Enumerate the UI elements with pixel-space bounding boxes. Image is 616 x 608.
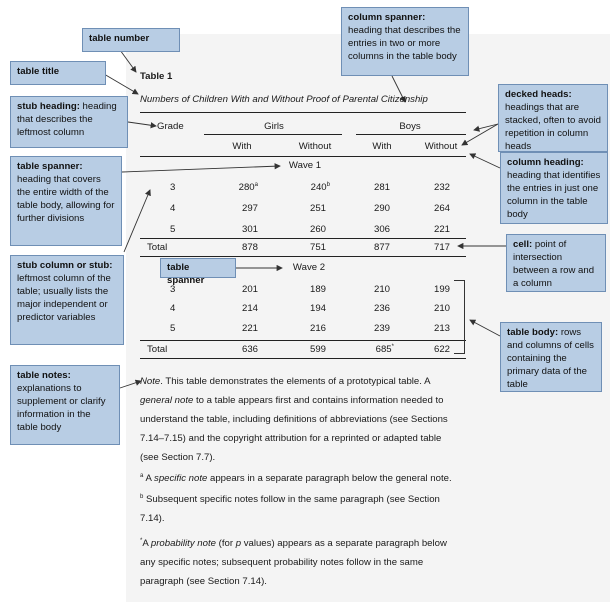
column-head-boys-with: With — [372, 141, 392, 152]
row-stub: 3 — [170, 284, 176, 295]
leader-table-body — [470, 320, 500, 336]
cell: 194 — [309, 303, 326, 314]
table-title: Numbers of Children With and Without Proof of Parental Citizenship — [140, 94, 428, 105]
callout-table-title: table title — [10, 61, 106, 85]
cell: 599 — [309, 344, 326, 355]
bottom-rule — [140, 358, 466, 359]
cell: 210 — [433, 303, 450, 314]
table-number: Table 1 — [140, 71, 173, 82]
spanner-boys: Boys — [399, 121, 421, 132]
cell: 232 — [433, 182, 450, 193]
leader-column-heading — [470, 154, 500, 168]
cell: 260 — [309, 224, 326, 235]
boys-spanner-rule — [356, 134, 466, 135]
leader-table-number — [120, 50, 136, 72]
cell: 213 — [433, 323, 450, 334]
cell: 240$^b$ — [310, 182, 330, 194]
stub-heading: Grade — [157, 121, 184, 132]
callout-cell: cell: point of intersection between a row and a column — [506, 234, 606, 292]
cell: 214 — [241, 303, 258, 314]
specific-note: $^a$ A specific note appears in a separate paragraph below the general note. $^b$ Subsequent specific notes follow in the same paragraph (see Section 7.14). — [140, 473, 452, 525]
callout-stub-column: stub column or stub: leftmost column of the table; usually lists the major independent or predictor variables — [10, 255, 124, 345]
cell: 264 — [433, 203, 450, 214]
leader-stub-heading — [128, 122, 156, 126]
column-head-girls-without: Without — [298, 141, 332, 152]
leader-table-title — [104, 74, 138, 94]
general-note: Note. This table demonstrates the elements of a prototypical table. A general note to a table appears first and contains information needed to understand the table, including definitions of abbreviations (see Sections 7.14–7.15) and the copyright attribution for a reprinted or adapted table (see Section 7.7). — [140, 376, 448, 463]
callout-decked-heads: decked heads: headings that are stacked, often to avoid repetition in column heads — [498, 84, 608, 152]
cell: 221 — [433, 224, 450, 235]
girls-spanner-rule — [204, 134, 342, 135]
row-stub: 5 — [170, 323, 176, 334]
total-rule-2 — [140, 340, 466, 341]
cell: 306 — [373, 224, 390, 235]
row-stub: Total — [147, 242, 168, 253]
wave-divider-rule — [140, 256, 466, 257]
cell: 878 — [241, 242, 258, 253]
callout-table-number: table number — [82, 28, 180, 52]
cell: 290 — [373, 203, 390, 214]
cell: 236 — [373, 303, 390, 314]
cell: 685* — [375, 344, 394, 356]
table-body-bracket — [454, 280, 465, 354]
total-rule-1 — [140, 238, 466, 239]
callout-column-spanner: column spanner: heading that describes the entries in two or more columns in the table body — [341, 7, 469, 76]
row-stub: Total — [147, 344, 168, 355]
row-stub: 5 — [170, 224, 176, 235]
callout-table-body: table body: rows and columns of cells containing the primary data of the table — [500, 322, 602, 392]
cell: 189 — [309, 284, 326, 295]
cell: 251 — [309, 203, 326, 214]
cell: 301 — [241, 224, 258, 235]
row-stub: 4 — [170, 303, 176, 314]
head-rule — [140, 156, 466, 157]
cell: 210 — [373, 284, 390, 295]
cell: 281 — [373, 182, 390, 193]
top-rule — [140, 112, 466, 113]
leader-table-spanner-left — [122, 166, 280, 172]
cell: 297 — [241, 203, 258, 214]
callout-table-spanner-inline: table spanner — [160, 258, 236, 278]
cell: 199 — [433, 284, 450, 295]
callout-table-spanner: table spanner: heading that covers the entire width of the table body, allowing for further divisions — [10, 156, 122, 246]
spanner-girls: Girls — [264, 121, 284, 132]
cell: 877 — [373, 242, 390, 253]
callout-table-notes: table notes: explanations to supplement or clarify information in the table body — [10, 365, 120, 445]
callout-stub-heading: stub heading: heading that describes the leftmost column — [10, 96, 128, 148]
cell: 751 — [309, 242, 326, 253]
wave-2-spanner: Wave 2 — [292, 262, 326, 273]
cell: 622 — [433, 344, 450, 355]
leader-table-notes — [120, 381, 141, 388]
leader-decked-heads-1 — [474, 124, 498, 130]
probability-note: *A probability note (for p values) appears as a separate paragraph below any specific notes; subsequent probability notes follow in the same paragraph (see Section 7.14). — [140, 538, 447, 588]
cell: 280$^a$ — [238, 182, 258, 194]
row-stub: 4 — [170, 203, 176, 214]
wave-1-spanner: Wave 1 — [288, 160, 322, 171]
cell: 239 — [373, 323, 390, 334]
cell: 216 — [309, 323, 326, 334]
cell: 717 — [433, 242, 450, 253]
cell: 636 — [241, 344, 258, 355]
row-stub: 3 — [170, 182, 176, 193]
cell: 201 — [241, 284, 258, 295]
cell: 221 — [241, 323, 258, 334]
callout-column-heading: column heading: heading that identifies the entries in just one column in the table body — [500, 152, 608, 224]
column-head-girls-with: With — [232, 141, 252, 152]
column-head-boys-without: Without — [424, 141, 458, 152]
